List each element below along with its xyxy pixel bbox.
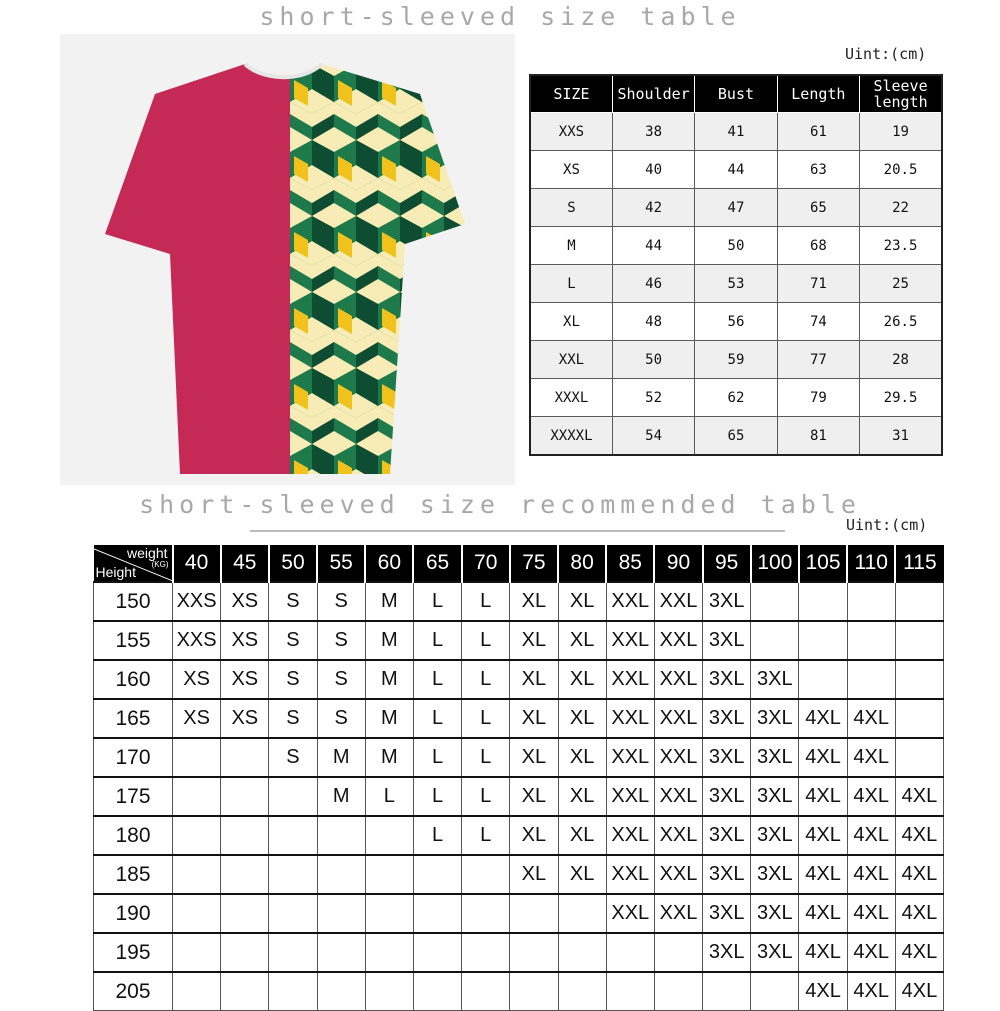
recommend-cell: XXL (654, 582, 702, 621)
recommend-cell (558, 972, 606, 1011)
recommend-cell: 3XL (751, 816, 799, 855)
height-cell: 195 (94, 933, 173, 972)
size-table-unit: Uint:(cm) (845, 45, 927, 63)
recommend-cell: M (365, 582, 413, 621)
recommend-cell (317, 972, 365, 1011)
height-row (94, 738, 944, 777)
recommend-cell: S (317, 660, 365, 699)
recommend-cell (847, 582, 895, 621)
corner-kg-label: (KG) (151, 560, 169, 569)
recommend-cell: 4XL (847, 894, 895, 933)
recommend-cell: XXL (654, 816, 702, 855)
recommend-cell: XL (510, 816, 558, 855)
size-cell: 63 (777, 151, 859, 189)
height-cell: 165 (94, 699, 173, 738)
recommend-cell (751, 621, 799, 660)
recommend-cell (365, 933, 413, 972)
recommend-cell (462, 855, 510, 894)
height-row (94, 621, 944, 660)
size-cell: 81 (777, 417, 859, 456)
recommend-cell (895, 582, 943, 621)
recommend-cell: XL (558, 699, 606, 738)
recommend-cell: 3XL (703, 738, 751, 777)
recommend-cell: XL (510, 855, 558, 894)
size-cell: 53 (695, 265, 777, 303)
recommend-table (93, 545, 944, 1011)
recommend-cell: XS (173, 699, 221, 738)
size-cell: 42 (612, 189, 694, 227)
recommend-cell: S (317, 621, 365, 660)
recommend-cell: 3XL (751, 738, 799, 777)
recommend-cell (895, 738, 943, 777)
weight-header: 100 (751, 545, 799, 582)
recommend-cell (317, 933, 365, 972)
recommend-cell (173, 816, 221, 855)
recommend-cell (173, 894, 221, 933)
recommend-cell: 3XL (703, 582, 751, 621)
recommend-cell (510, 933, 558, 972)
weight-header: 90 (654, 545, 702, 582)
recommend-cell: 4XL (895, 972, 943, 1011)
recommend-cell (269, 972, 317, 1011)
size-col-header: Bust (695, 75, 777, 113)
recommend-cell: M (365, 660, 413, 699)
recommend-table-title: short-sleeved size recommended table (139, 490, 861, 519)
recommend-cell: S (317, 699, 365, 738)
weight-header: 110 (847, 545, 895, 582)
recommend-cell (317, 894, 365, 933)
size-row (530, 341, 942, 379)
size-row (530, 265, 942, 303)
recommend-cell: XXL (606, 738, 654, 777)
weight-header: 40 (173, 545, 221, 582)
weight-header: 115 (895, 545, 943, 582)
recommend-cell (221, 816, 269, 855)
height-row (94, 972, 944, 1011)
recommend-cell (606, 972, 654, 1011)
recommend-cell (365, 816, 413, 855)
size-cell: XXS (530, 113, 612, 151)
size-cell: 26.5 (860, 303, 942, 341)
size-row (530, 189, 942, 227)
recommend-cell: 3XL (703, 855, 751, 894)
recommend-cell: XXL (654, 660, 702, 699)
recommend-cell: XL (510, 621, 558, 660)
size-cell: 68 (777, 227, 859, 265)
recommend-cell: 4XL (799, 699, 847, 738)
size-cell: 28 (860, 341, 942, 379)
recommend-cell: 3XL (751, 777, 799, 816)
recommend-cell: 3XL (751, 660, 799, 699)
recommend-cell: XL (510, 699, 558, 738)
recommend-cell: 4XL (847, 816, 895, 855)
size-cell: 29.5 (860, 379, 942, 417)
recommend-cell: M (317, 777, 365, 816)
recommend-cell: 4XL (847, 972, 895, 1011)
size-cell: 20.5 (860, 151, 942, 189)
recommend-cell: 4XL (799, 777, 847, 816)
size-cell: 52 (612, 379, 694, 417)
recommend-cell: 4XL (799, 933, 847, 972)
recommend-cell (895, 660, 943, 699)
recommend-cell: M (365, 699, 413, 738)
recommend-cell: L (462, 816, 510, 855)
recommend-cell: 3XL (703, 699, 751, 738)
recommend-cell (173, 972, 221, 1011)
recommend-cell: 3XL (751, 699, 799, 738)
size-cell: XXL (530, 341, 612, 379)
recommend-cell: 4XL (895, 933, 943, 972)
recommend-cell (847, 621, 895, 660)
height-row (94, 699, 944, 738)
height-cell: 170 (94, 738, 173, 777)
recommend-cell: XXS (173, 621, 221, 660)
weight-header: 80 (558, 545, 606, 582)
corner-height-label: Height (95, 564, 136, 580)
recommend-cell: L (413, 777, 461, 816)
height-row (94, 660, 944, 699)
recommend-cell: 4XL (895, 894, 943, 933)
recommend-cell: L (462, 738, 510, 777)
recommend-cell: XS (221, 660, 269, 699)
recommend-cell: XXL (606, 660, 654, 699)
recommend-cell: L (365, 777, 413, 816)
size-cell: 48 (612, 303, 694, 341)
recommend-cell (799, 660, 847, 699)
size-row (530, 113, 942, 151)
recommend-cell (413, 972, 461, 1011)
size-cell: M (530, 227, 612, 265)
recommend-cell (269, 777, 317, 816)
recommend-cell: XXL (654, 777, 702, 816)
recommend-cell: S (269, 621, 317, 660)
recommend-cell (751, 582, 799, 621)
recommend-cell: 4XL (847, 699, 895, 738)
recommend-cell: L (413, 621, 461, 660)
size-cell: 65 (695, 417, 777, 456)
height-cell: 190 (94, 894, 173, 933)
recommend-cell: 3XL (703, 660, 751, 699)
recommend-cell: M (365, 621, 413, 660)
recommend-cell: XXL (654, 699, 702, 738)
recommend-cell: L (413, 660, 461, 699)
recommend-cell (173, 777, 221, 816)
size-cell: XS (530, 151, 612, 189)
size-cell: 19 (860, 113, 942, 151)
size-table-title: short-sleeved size table (259, 2, 741, 31)
size-row (530, 151, 942, 189)
size-cell: 56 (695, 303, 777, 341)
recommend-cell: L (462, 621, 510, 660)
recommend-cell: 3XL (703, 621, 751, 660)
recommend-cell: 4XL (799, 738, 847, 777)
weight-header: 65 (413, 545, 461, 582)
recommend-cell: XL (558, 660, 606, 699)
height-row (94, 933, 944, 972)
size-col-header: Sleeve length (860, 75, 942, 113)
size-cell: 25 (860, 265, 942, 303)
recommend-cell (269, 855, 317, 894)
recommend-cell (799, 621, 847, 660)
recommend-cell (654, 933, 702, 972)
recommend-cell (510, 894, 558, 933)
size-cell: XXXL (530, 379, 612, 417)
recommend-cell (847, 660, 895, 699)
recommend-cell (703, 972, 751, 1011)
recommend-cell: S (317, 582, 365, 621)
recommend-cell: XXL (606, 582, 654, 621)
recommend-cell (221, 777, 269, 816)
recommend-cell: L (413, 699, 461, 738)
recommend-cell: S (269, 582, 317, 621)
recommend-cell: XXL (654, 738, 702, 777)
recommend-cell: S (269, 660, 317, 699)
weight-header: 45 (221, 545, 269, 582)
title-underline (250, 530, 785, 532)
recommend-cell: M (365, 738, 413, 777)
recommend-cell: XXL (654, 621, 702, 660)
recommend-cell: XL (558, 621, 606, 660)
recommend-cell (606, 933, 654, 972)
size-cell: 44 (612, 227, 694, 265)
recommend-cell (413, 933, 461, 972)
recommend-cell: 3XL (703, 777, 751, 816)
recommend-cell (317, 816, 365, 855)
recommend-cell: 3XL (703, 816, 751, 855)
recommend-cell: 3XL (703, 933, 751, 972)
recommend-cell (413, 855, 461, 894)
height-row (94, 777, 944, 816)
recommend-cell: XL (510, 738, 558, 777)
recommend-cell: 4XL (799, 972, 847, 1011)
tshirt-illustration (60, 34, 515, 485)
recommend-cell: 4XL (799, 894, 847, 933)
recommend-cell (462, 894, 510, 933)
recommend-cell (365, 972, 413, 1011)
recommend-cell (510, 972, 558, 1011)
recommend-cell: L (413, 582, 461, 621)
height-cell: 160 (94, 660, 173, 699)
recommend-cell: XXL (654, 855, 702, 894)
size-cell: 40 (612, 151, 694, 189)
size-row (530, 417, 942, 456)
height-row (94, 582, 944, 621)
size-cell: 38 (612, 113, 694, 151)
recommend-cell (751, 972, 799, 1011)
size-cell: 44 (695, 151, 777, 189)
recommend-cell (269, 933, 317, 972)
weight-header: 75 (510, 545, 558, 582)
height-row (94, 894, 944, 933)
recommend-cell (173, 855, 221, 894)
size-row (530, 379, 942, 417)
size-cell: 77 (777, 341, 859, 379)
recommend-cell (173, 738, 221, 777)
recommend-cell (221, 855, 269, 894)
recommend-cell: XXL (606, 894, 654, 933)
recommend-cell (895, 621, 943, 660)
height-cell: 175 (94, 777, 173, 816)
recommend-cell: 3XL (751, 855, 799, 894)
recommend-cell: M (317, 738, 365, 777)
recommend-cell: XXL (606, 777, 654, 816)
recommend-cell (365, 894, 413, 933)
recommend-cell: 3XL (703, 894, 751, 933)
size-cell: 59 (695, 341, 777, 379)
recommend-cell (654, 972, 702, 1011)
weight-header: 105 (799, 545, 847, 582)
recommend-table-unit: Uint:(cm) (846, 516, 928, 534)
recommend-cell: 4XL (799, 855, 847, 894)
size-row (530, 227, 942, 265)
recommend-cell (221, 972, 269, 1011)
recommend-cell: 4XL (847, 933, 895, 972)
recommend-cell: 4XL (847, 738, 895, 777)
recommend-cell: XS (221, 582, 269, 621)
recommend-cell: L (413, 738, 461, 777)
recommend-cell: 3XL (751, 894, 799, 933)
size-col-header: SIZE (530, 75, 612, 113)
size-cell: 74 (777, 303, 859, 341)
recommend-cell: XL (510, 777, 558, 816)
recommend-cell (799, 582, 847, 621)
recommend-cell: S (269, 699, 317, 738)
recommend-cell: XXL (654, 894, 702, 933)
weight-header: 55 (317, 545, 365, 582)
recommend-cell (221, 738, 269, 777)
size-cell: 47 (695, 189, 777, 227)
recommend-cell (558, 894, 606, 933)
recommend-cell: 4XL (799, 816, 847, 855)
recommend-cell: 4XL (847, 855, 895, 894)
recommend-cell (462, 933, 510, 972)
recommend-cell (269, 894, 317, 933)
recommend-cell: 4XL (847, 777, 895, 816)
recommend-cell: L (462, 699, 510, 738)
recommend-cell (558, 933, 606, 972)
height-cell: 155 (94, 621, 173, 660)
recommend-cell (269, 816, 317, 855)
weight-header: 60 (365, 545, 413, 582)
recommend-cell: L (462, 582, 510, 621)
recommend-cell: XL (558, 816, 606, 855)
recommend-cell: XXL (606, 699, 654, 738)
size-cell: 31 (860, 417, 942, 456)
recommend-cell: 4XL (895, 855, 943, 894)
recommend-cell: L (462, 660, 510, 699)
weight-header: 50 (269, 545, 317, 582)
recommend-cell: 4XL (895, 777, 943, 816)
product-photo (60, 34, 515, 485)
size-cell: 50 (695, 227, 777, 265)
recommend-cell: L (413, 816, 461, 855)
size-col-header: Length (777, 75, 859, 113)
corner-weight-label: weight (127, 545, 168, 561)
size-cell: 54 (612, 417, 694, 456)
recommend-cell: S (269, 738, 317, 777)
recommend-cell (221, 894, 269, 933)
recommend-cell: XS (221, 699, 269, 738)
height-row (94, 816, 944, 855)
size-cell: XXXXL (530, 417, 612, 456)
recommend-cell: L (462, 777, 510, 816)
recommend-cell: XXL (606, 621, 654, 660)
recommend-cell (365, 855, 413, 894)
height-row (94, 855, 944, 894)
recommend-cell (221, 933, 269, 972)
size-cell: L (530, 265, 612, 303)
size-cell: 50 (612, 341, 694, 379)
size-cell: 41 (695, 113, 777, 151)
size-row (530, 303, 942, 341)
recommend-cell: XL (510, 582, 558, 621)
recommend-cell (462, 972, 510, 1011)
recommend-cell (173, 933, 221, 972)
recommend-cell: 3XL (751, 933, 799, 972)
recommend-cell: XXS (173, 582, 221, 621)
height-cell: 205 (94, 972, 173, 1011)
size-cell: 22 (860, 189, 942, 227)
recommend-cell: 4XL (895, 816, 943, 855)
weight-header: 85 (606, 545, 654, 582)
corner-header (94, 545, 173, 582)
recommend-cell (895, 699, 943, 738)
weight-header: 70 (462, 545, 510, 582)
recommend-cell: XXL (606, 816, 654, 855)
height-cell: 180 (94, 816, 173, 855)
recommend-cell: XL (558, 855, 606, 894)
size-col-header: Shoulder (612, 75, 694, 113)
recommend-cell: XXL (606, 855, 654, 894)
size-cell: 23.5 (860, 227, 942, 265)
height-cell: 150 (94, 582, 173, 621)
size-cell: 61 (777, 113, 859, 151)
recommend-cell: XS (173, 660, 221, 699)
recommend-cell: XL (510, 660, 558, 699)
recommend-cell: XS (221, 621, 269, 660)
recommend-cell: XL (558, 582, 606, 621)
height-cell: 185 (94, 855, 173, 894)
size-cell: 79 (777, 379, 859, 417)
size-cell: 62 (695, 379, 777, 417)
size-cell: XL (530, 303, 612, 341)
size-cell: 46 (612, 265, 694, 303)
recommend-cell: XL (558, 777, 606, 816)
recommend-cell (317, 855, 365, 894)
recommend-cell: XL (558, 738, 606, 777)
size-cell: 65 (777, 189, 859, 227)
size-cell: 71 (777, 265, 859, 303)
weight-header: 95 (703, 545, 751, 582)
size-cell: S (530, 189, 612, 227)
size-table (529, 74, 943, 456)
recommend-cell (413, 894, 461, 933)
